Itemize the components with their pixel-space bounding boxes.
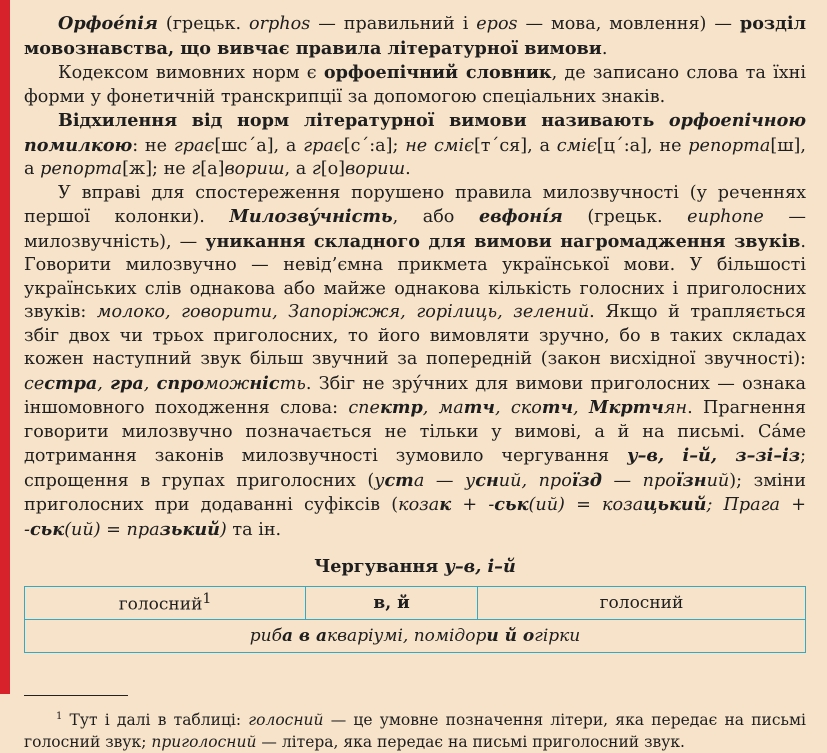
text-segment: голосний: [248, 711, 324, 730]
text-segment: г: [191, 159, 201, 179]
text-segment: г: [311, 159, 321, 179]
text-segment: — правильний і: [310, 14, 477, 34]
text-segment: а в а: [281, 626, 328, 646]
text-segment: — це умовне позначення літери, яка передає на письмі голосний звук;: [24, 711, 806, 752]
text-segment: + -: [451, 495, 495, 515]
text-segment: , а: [284, 159, 312, 179]
text-segment: [шс´а], а: [214, 135, 304, 156]
footnote-separator: [24, 695, 128, 696]
text-segment: евфоні́я: [478, 206, 563, 227]
text-segment: Милозву́чність: [229, 206, 393, 227]
paragraph-dictionary: [24, 61, 806, 109]
text-segment: зький: [159, 518, 220, 540]
text-segment: тч: [541, 397, 574, 418]
text-segment: . Говорити милозвучно — невід’ємна прикмета української мови. У більшості українських слів однакова або майже однакова кількість голосних і приголосних звуків:: [24, 231, 806, 322]
text-segment: репорта: [40, 159, 123, 179]
text-segment: спе: [348, 398, 380, 418]
alternation-table: [24, 586, 806, 653]
text-segment: (грецьк.: [157, 14, 250, 34]
text-segment: у: [465, 470, 476, 491]
text-segment: Кодексом вимовних норм є: [58, 63, 324, 83]
text-segment: , ма: [422, 398, 464, 418]
text-segment: (ий) = коза: [528, 495, 644, 515]
text-segment: сміє: [556, 135, 597, 156]
text-segment: їзн: [675, 469, 707, 491]
text-segment: та ін.: [226, 519, 282, 540]
text-segment: ть: [279, 373, 306, 394]
text-segment: орфоепічною помилкою: [24, 110, 806, 156]
text-segment: . Якщо й трапляється збіг двох чи трьох приголосних, то його вимовляти зручно, бо в таких складах кожен наступний звук більш звучний за попередній (закон висхідної звучності):: [24, 302, 807, 369]
text-segment: Тут і далі в таблиці:: [62, 711, 249, 730]
text-segment: .: [405, 159, 411, 179]
text-segment: — літера, яка передає на письмі приголосний звук.: [256, 733, 685, 752]
text-segment: вориш: [345, 159, 406, 179]
text-segment: : не: [132, 135, 174, 156]
table-title: [24, 556, 806, 578]
text-segment: [о]: [320, 159, 346, 179]
page-content: [24, 12, 806, 753]
text-segment: (грецьк.: [562, 207, 688, 227]
text-segment: — милозвучність), —: [24, 207, 806, 252]
footnote-ref: 1: [202, 591, 212, 608]
table-row: [25, 587, 806, 620]
text-segment: ,: [143, 373, 157, 394]
footnote-text: [24, 711, 806, 751]
text-segment: , ско: [494, 398, 542, 418]
text-segment: цький: [643, 494, 707, 515]
text-segment: репорта: [688, 135, 771, 156]
cell-vowel-right: голосний: [477, 587, 805, 620]
text-segment: .: [601, 38, 608, 59]
text-segment: сн: [475, 469, 499, 491]
text-segment: ий, про: [498, 470, 572, 491]
text-segment: [ц´:а], не: [596, 135, 689, 156]
cell-vowel-left: голосний$^1$: [25, 587, 306, 620]
text-segment: розділ мовознавства, що вивчає правила літературної вимови: [24, 13, 806, 59]
text-segment: се: [24, 373, 45, 394]
text-segment: ий: [706, 470, 730, 491]
text-segment: [с´:а];: [343, 135, 406, 156]
text-segment: орфоепічний словник: [323, 62, 552, 83]
text-segment: ськ: [29, 518, 65, 540]
text-segment: їзд: [571, 469, 602, 491]
paragraph-euphony: [24, 182, 806, 543]
text-segment: . Прагнення говорити милозвучно позначається не тільки у вимові, а й на письмі. Са́ме дотримання законів милозвучності зумовило чергування: [24, 398, 807, 466]
cell-example: [25, 620, 806, 653]
text-segment: , або: [392, 207, 479, 227]
text-segment: ськ: [494, 494, 529, 515]
text-segment: а —: [413, 470, 466, 491]
table-title-text: Чергування: [314, 556, 445, 577]
text-segment: ); зміни приголосних при додаванні суфіксів (: [24, 470, 806, 515]
table-row: [25, 620, 806, 653]
text-segment: У вправі для спостереження порушено правила милозвучності (у реченнях першої колонки).: [24, 182, 806, 227]
paragraph-errors: [24, 109, 806, 182]
text-segment: ,: [97, 373, 111, 394]
text-segment: [т´ся], а: [473, 135, 557, 156]
text-segment: ктр: [379, 397, 423, 418]
text-segment: вориш: [224, 159, 285, 179]
text-segment: не смiє: [405, 135, 474, 156]
text-segment: Мкртч: [588, 397, 664, 418]
text-segment: гірки: [534, 626, 581, 646]
text-segment: у–в, і–й, з–зі–із: [627, 445, 801, 466]
table-title-italic: у–в, і–й: [444, 556, 516, 577]
text-segment: грає: [303, 135, 344, 156]
text-segment: спро: [156, 372, 205, 394]
text-segment: euphone: [687, 207, 764, 227]
text-segment: [ж]; не: [122, 159, 192, 179]
text-segment: ; Прага + -: [24, 495, 806, 540]
text-segment: ян: [663, 398, 688, 418]
text-segment: коза: [398, 495, 440, 515]
text-segment: тч: [463, 397, 495, 418]
text-segment: [а]: [200, 159, 225, 179]
text-segment: уникання складного для вимови нагромадження звуків: [205, 230, 801, 252]
text-segment: гра: [110, 372, 144, 394]
text-segment: кваріумі, помідор: [327, 626, 487, 646]
footnote: [24, 706, 806, 753]
cell-consonant: в, й: [306, 587, 478, 620]
text-segment: [ш], а: [24, 135, 807, 179]
text-segment: у: [374, 470, 385, 491]
text-segment: ,: [573, 398, 589, 418]
text-segment: ; спрощення в групах приголосних (: [24, 446, 806, 491]
text-segment: (ий) = пра: [64, 519, 160, 540]
text-segment: Відхилення від норм літературної вимови називають: [58, 110, 669, 131]
text-segment: — мова, мовлення) —: [517, 14, 740, 34]
text-segment: — про: [601, 470, 676, 491]
text-segment: к: [439, 494, 452, 515]
text-segment: молоко, говорити, Запоріжжя, горілиць, зелений: [96, 302, 590, 322]
text-segment: приголосний: [151, 733, 257, 752]
text-segment: orphos: [249, 14, 311, 34]
paragraph-orthoepy: [24, 12, 806, 61]
text-segment: . Збіг не зру́чних для вимови приголосних — ознака іншомовного походження слова:: [24, 373, 806, 418]
text-segment: ст: [384, 469, 414, 491]
text-segment: и й о: [486, 626, 535, 646]
text-segment: грає: [173, 135, 215, 156]
text-segment: риб: [249, 626, 282, 646]
footnote-mark: 1: [56, 711, 63, 722]
text-segment: , де записано слова та їхні форми у фонетичній транскрипції за допомогою спеціальних знаків.: [24, 63, 806, 107]
red-margin-bar: [0, 0, 10, 694]
text-segment: ): [219, 519, 227, 540]
text-segment: стра: [44, 372, 98, 394]
text-segment: ніс: [249, 372, 280, 394]
text-segment: epos: [476, 14, 518, 34]
text-segment: мож: [204, 373, 250, 394]
text-segment: Орфое́пія: [58, 13, 158, 34]
